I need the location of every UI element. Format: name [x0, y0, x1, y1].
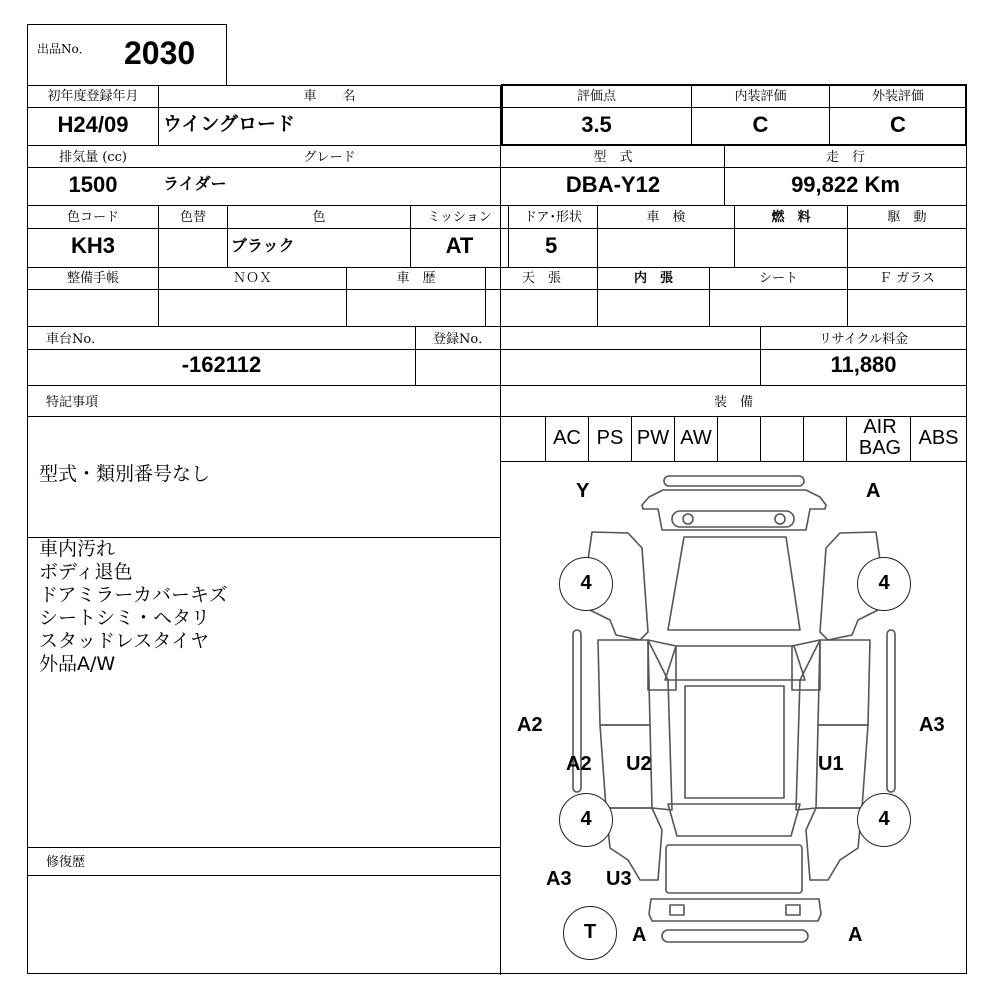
tire-front-left: 4 — [559, 557, 613, 611]
fuel-label: 燃 料 — [771, 210, 811, 225]
chassis-number-value: -162112 — [181, 352, 262, 377]
car-name-label: 車 名 — [303, 89, 356, 104]
mileage-label: 走 行 — [825, 150, 865, 165]
model-label: 型 式 — [593, 150, 633, 165]
damage-mark-u2: U2 — [626, 753, 652, 775]
equipment-ac: AC — [553, 427, 581, 449]
repair-history-label: 修復歴 — [46, 855, 86, 870]
maintenance-record-label: 整備手帳 — [66, 271, 119, 286]
remarks-note: ボディ退色 — [39, 561, 133, 583]
tire-front-right: 4 — [857, 557, 911, 611]
equipment-abs: ABS — [918, 427, 959, 449]
damage-mark-u1: U1 — [818, 753, 844, 775]
remarks-label: 特記事項 — [46, 395, 99, 410]
first-registration-label: 初年度登録年月 — [47, 89, 139, 104]
displacement-label: 排気量 (cc) — [59, 150, 127, 165]
roof-lining-label: 天 張 — [521, 271, 561, 286]
mission-label: ミッション — [427, 210, 492, 225]
recycle-fee-label: リサイクル料金 — [818, 332, 909, 347]
damage-mark-a-front-right: A — [866, 480, 881, 502]
damage-mark-a3-right: A3 — [919, 714, 945, 736]
color-value: ブラック — [231, 236, 295, 255]
color-change-label: 色替 — [179, 210, 206, 225]
recycle-fee-value: 11,880 — [830, 352, 897, 377]
remarks-note: ドアミラーカバーキズ — [39, 584, 228, 606]
displacement-value: 1500 — [68, 172, 118, 197]
lot-number-box — [27, 24, 227, 85]
vehicle-history-label: 車 歴 — [396, 271, 436, 286]
color-code-label: 色コード — [66, 210, 119, 225]
remarks-note: 車内汚れ — [39, 538, 116, 560]
grade-label: グレード — [303, 150, 356, 165]
drive-label: 駆 動 — [887, 210, 927, 225]
equipment-airbag: AIR BAG — [858, 416, 902, 459]
chassis-number-label: 車台No． — [46, 332, 105, 347]
equipment-pw: PW — [636, 427, 670, 449]
door-shape-value: 5 — [545, 233, 558, 258]
damage-mark-a3-rear: A3 — [546, 868, 572, 890]
mileage-value: 99,822 Km — [791, 172, 900, 197]
tire-rear-right: 4 — [857, 793, 911, 847]
damage-mark-a2-inner: A2 — [566, 753, 592, 775]
color-code-value: KH3 — [70, 233, 115, 258]
damage-mark-y: Y — [576, 480, 590, 502]
lot-number: 2030 — [124, 35, 196, 71]
exterior-rating-value: C — [890, 112, 906, 137]
car-name-value: ウイングロード — [163, 113, 296, 135]
damage-mark-u3: U3 — [606, 868, 632, 890]
nox-label: ＮＯＸ — [232, 271, 272, 286]
remarks-top-note: 型式・類別番号なし — [39, 463, 211, 485]
seat-label: シート — [758, 271, 798, 286]
interior-trim-label: 内 張 — [633, 271, 673, 286]
score-value: 3.5 — [581, 112, 612, 137]
interior-rating-label: 内装評価 — [734, 89, 787, 104]
exterior-rating-label: 外装評価 — [871, 89, 924, 104]
car-body-diagram — [501, 462, 966, 973]
remarks-note: シートシミ・ヘタリ — [39, 607, 211, 629]
door-shape-label: ドア･形状 — [523, 210, 583, 225]
remarks-note: 外品A/W — [39, 653, 116, 675]
first-registration-value: H24/09 — [57, 112, 129, 137]
interior-rating-value: C — [752, 112, 769, 137]
inspection-label: 車 検 — [646, 210, 686, 225]
score-label: 評価点 — [576, 89, 616, 104]
color-label: 色 — [312, 210, 326, 225]
damage-mark-a2-left: A2 — [517, 714, 543, 736]
damage-mark-a-rear-left: A — [632, 924, 647, 946]
model-value: DBA-Y12 — [565, 172, 661, 197]
grade-value: ライダー — [163, 174, 227, 193]
remarks-note: スタッドレスタイヤ — [39, 630, 210, 652]
tire-spare: T — [563, 906, 617, 960]
equipment-label: 装 備 — [713, 395, 753, 410]
mission-value: AT — [445, 233, 474, 258]
tire-rear-left: 4 — [559, 793, 613, 847]
equipment-aw: AW — [680, 427, 712, 449]
lot-number-label: 出品No． — [37, 42, 91, 56]
damage-mark-a-rear-right: A — [848, 924, 863, 946]
equipment-ps: PS — [596, 427, 624, 449]
front-glass-label: Ｆ ガラス — [879, 271, 935, 286]
registration-number-label: 登録No． — [433, 332, 492, 347]
